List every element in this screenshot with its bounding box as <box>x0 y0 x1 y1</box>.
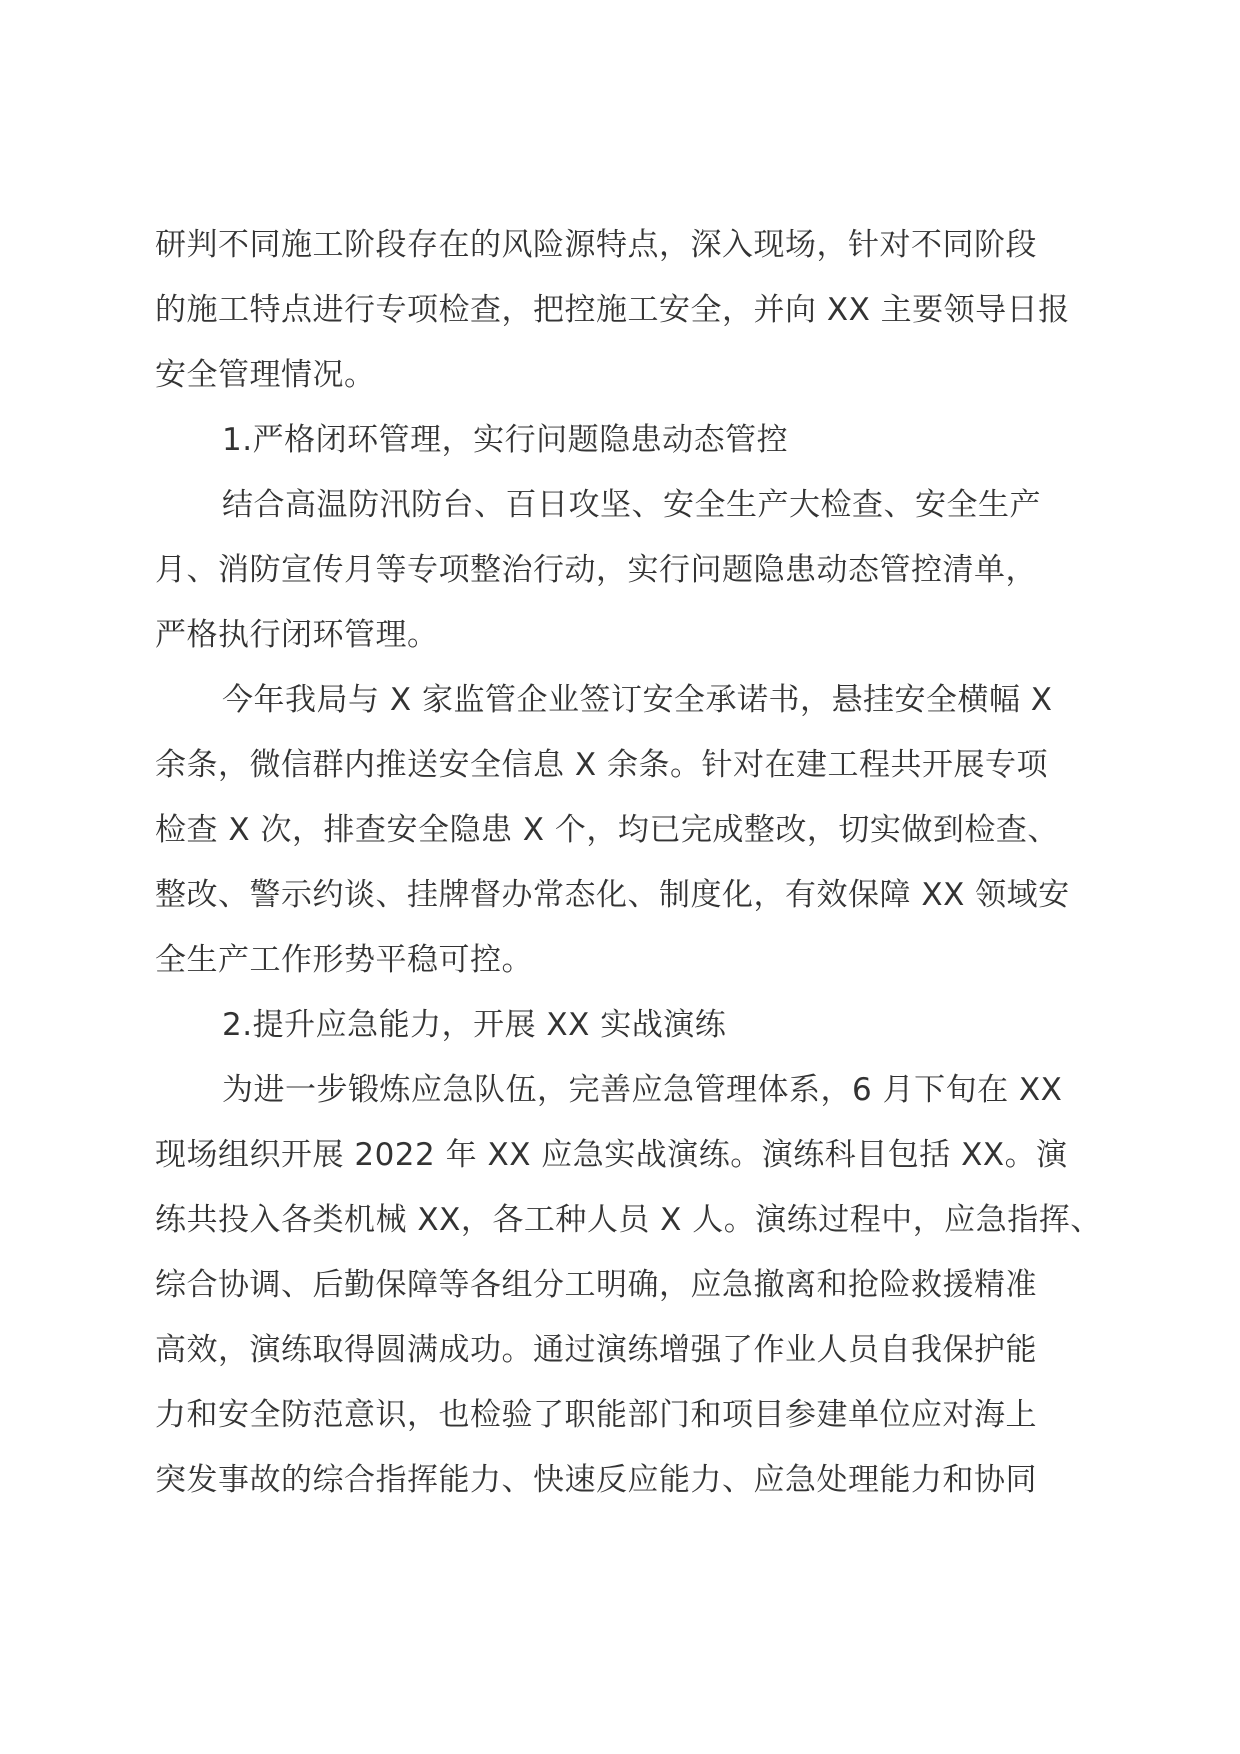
paragraph-line: 全生产工作形势平稳可控。 <box>155 942 533 978</box>
paragraph-line: 安全管理情况。 <box>155 357 376 393</box>
paragraph-line: 为进一步锻炼应急队伍，完善应急管理体系，6 月下旬在 XX <box>222 1072 1063 1108</box>
section-heading: 2.提升应急能力，开展 XX 实战演练 <box>222 1007 727 1043</box>
section-heading: 1.严格闭环管理，实行问题隐患动态管控 <box>222 422 789 458</box>
paragraph-line: 力和安全防范意识，也检验了职能部门和项目参建单位应对海上 <box>155 1397 1037 1433</box>
paragraph-line: 结合高温防汛防台、百日攻坚、安全生产大检查、安全生产 <box>222 487 1041 523</box>
paragraph-line: 突发事故的综合指挥能力、快速反应能力、应急处理能力和协同 <box>155 1462 1037 1498</box>
paragraph-line: 余条，微信群内推送安全信息 X 余条。针对在建工程共开展专项 <box>155 747 1048 783</box>
paragraph-line: 研判不同施工阶段存在的风险源特点，深入现场，针对不同阶段 <box>155 227 1037 263</box>
paragraph-line: 月、消防宣传月等专项整治行动，实行问题隐患动态管控清单， <box>155 552 1037 588</box>
paragraph-line: 综合协调、后勤保障等各组分工明确，应急撤离和抢险救援精准 <box>155 1267 1037 1303</box>
paragraph-line: 的施工特点进行专项检查，把控施工安全，并向 XX 主要领导日报 <box>155 292 1070 328</box>
paragraph-line: 严格执行闭环管理。 <box>155 617 439 653</box>
paragraph-line: 高效，演练取得圆满成功。通过演练增强了作业人员自我保护能 <box>155 1332 1037 1368</box>
paragraph-line: 练共投入各类机械 XX，各工种人员 X 人。演练过程中，应急指挥、 <box>155 1202 1102 1238</box>
paragraph-line: 整改、警示约谈、挂牌督办常态化、制度化，有效保障 XX 领域安 <box>155 877 1070 913</box>
paragraph-line: 检查 X 次，排查安全隐患 X 个，均已完成整改，切实做到检查、 <box>155 812 1059 848</box>
paragraph-line: 今年我局与 X 家监管企业签订安全承诺书，悬挂安全横幅 X <box>222 682 1053 718</box>
paragraph-line: 现场组织开展 2022 年 XX 应急实战演练。演练科目包括 XX。演 <box>155 1137 1068 1173</box>
